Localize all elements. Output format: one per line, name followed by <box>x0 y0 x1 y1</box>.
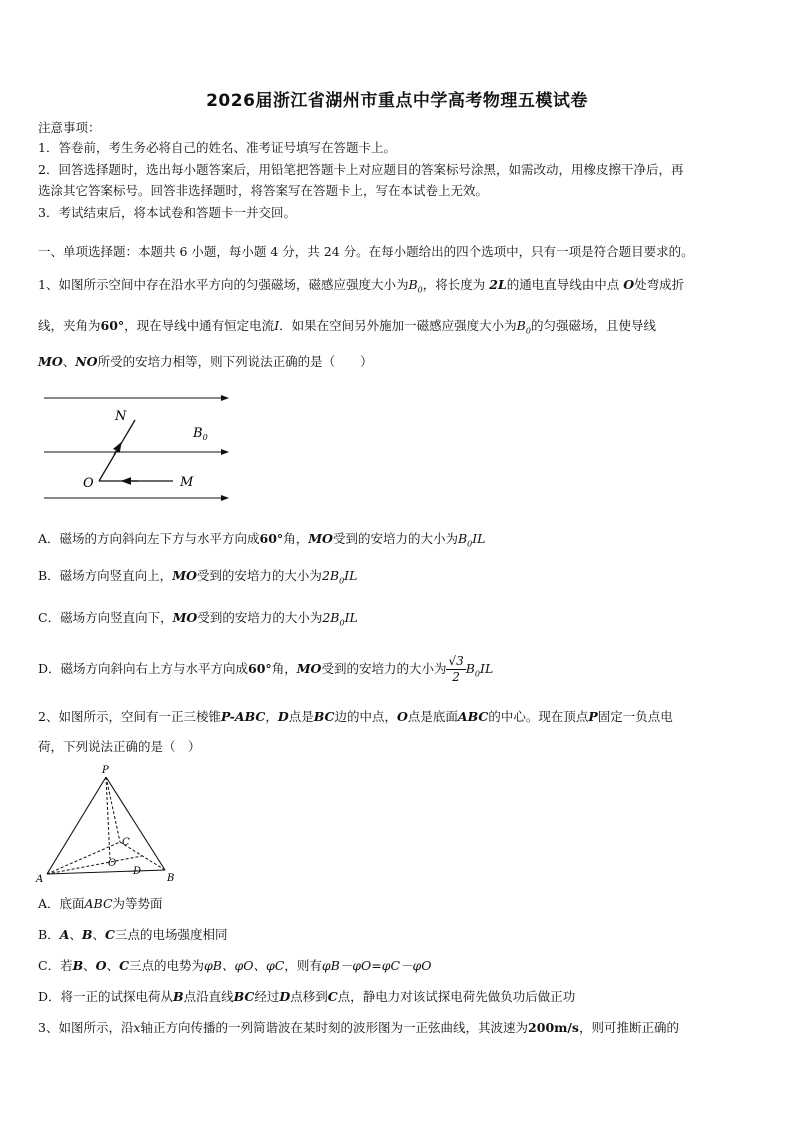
q2-tetrahedron-figure <box>34 762 184 887</box>
notice-heading: 注意事项： <box>38 120 101 135</box>
q2-option-c[interactable]: C．若B、O、C三点的电势为φB、φO、φC，则有φB－φO=φC－φO <box>38 958 432 973</box>
q1-option-c[interactable]: C．磁场方向竖直向下，MO受到的安培力的大小为$2B_0IL$ <box>38 610 358 628</box>
q3-line1: 3、如图所示，沿x轴正方向传播的一列简谐波在某时刻的波形图为一正弦曲线，其波速为200m/s，则可推断正确的 <box>38 1020 679 1035</box>
edge-PB <box>106 777 165 870</box>
q2-option-d[interactable]: D．将一正的试探电荷从B点沿直线BC经过D点移到C点，静电力对该试探电荷先做负功后做正功 <box>38 989 576 1004</box>
q1-line1: 1、如图所示空间中存在沿水平方向的匀强磁场，磁感应强度大小为$B_0$，将长度为 2L的通电直导线由中点 O处弯成折 <box>38 277 685 295</box>
q1-option-b[interactable]: B．磁场方向竖直向上，MO受到的安培力的大小为$2B_0IL$ <box>38 568 358 586</box>
q1-line3: MO、NO所受的安培力相等，则下列说法正确的是（ ） <box>38 354 373 369</box>
section-heading: 一、单项选择题：本题共 6 小题，每小题 4 分，共 24 分。在每小题给出的四个选项中，只有一项是符合题目要求的。 <box>38 244 694 259</box>
sqrt3-over-2-fraction: $\frac{√3}{2}$ <box>448 654 464 684</box>
segment-PO <box>106 777 110 859</box>
q2-option-a[interactable]: A．底面ABC为等势面 <box>38 896 163 911</box>
q1-line2: 线，夹角为60°，现在导线中通有恒定电流I．如果在空间另外施加一磁感应强度大小为$B_0$的匀强磁场，且使导线 <box>38 318 656 336</box>
page-title: 2026届浙江省湖州市重点中学高考物理五模试卷 <box>206 91 588 111</box>
q1-option-a[interactable]: A．磁场的方向斜向左下方与水平方向成60°角，MO受到的安培力的大小为$B_0IL$ <box>38 531 486 549</box>
label-M: M <box>180 475 194 490</box>
q2-line2: 荷，下列说法正确的是（ ） <box>38 739 201 754</box>
label-B0: $B_0$ <box>193 426 208 442</box>
notice-item-2-line2: 选涂其它答案标号。回答非选择题时，将答案写在答题卡上，写在本试卷上无效。 <box>38 183 489 198</box>
notice-item-2-line1: 2．回答选择题时，选出每小题答案后，用铅笔把答题卡上对应题目的答案标号涂黑，如需改动，用橡皮擦干净后，再 <box>38 162 684 177</box>
notice-item-1: 1．答卷前，考生务必将自己的姓名、准考证号填写在答题卡上。 <box>38 140 396 155</box>
q2-option-b[interactable]: B．A、B、C三点的电场强度相同 <box>38 927 228 942</box>
label-O: O <box>83 476 94 491</box>
label-B: B <box>167 873 175 884</box>
edge-PC <box>106 777 120 842</box>
label-O: O <box>108 858 117 869</box>
edge-PA <box>47 777 106 874</box>
notice-item-3: 3．考试结束后，将本试卷和答题卡一并交回。 <box>38 205 296 220</box>
label-C: C <box>122 837 130 848</box>
label-P: P <box>102 765 109 776</box>
q1-option-d[interactable]: D．磁场方向斜向右上方与水平方向成60°角，MO受到的安培力的大小为 $\frac{√3}{2}$ $B_0IL$ <box>38 654 494 684</box>
label-N: N <box>115 409 127 424</box>
q2-line1: 2、如图所示，空间有一正三棱锥P-ABC，D点是BC边的中点，O点是底面ABC的中心。现在顶点P固定一负点电 <box>38 709 673 724</box>
label-D: D <box>133 866 142 877</box>
q1-magnetic-field-figure <box>38 385 238 510</box>
edge-AB <box>47 870 165 874</box>
wire-NO-arrow <box>114 443 121 455</box>
label-A: A <box>36 874 44 885</box>
